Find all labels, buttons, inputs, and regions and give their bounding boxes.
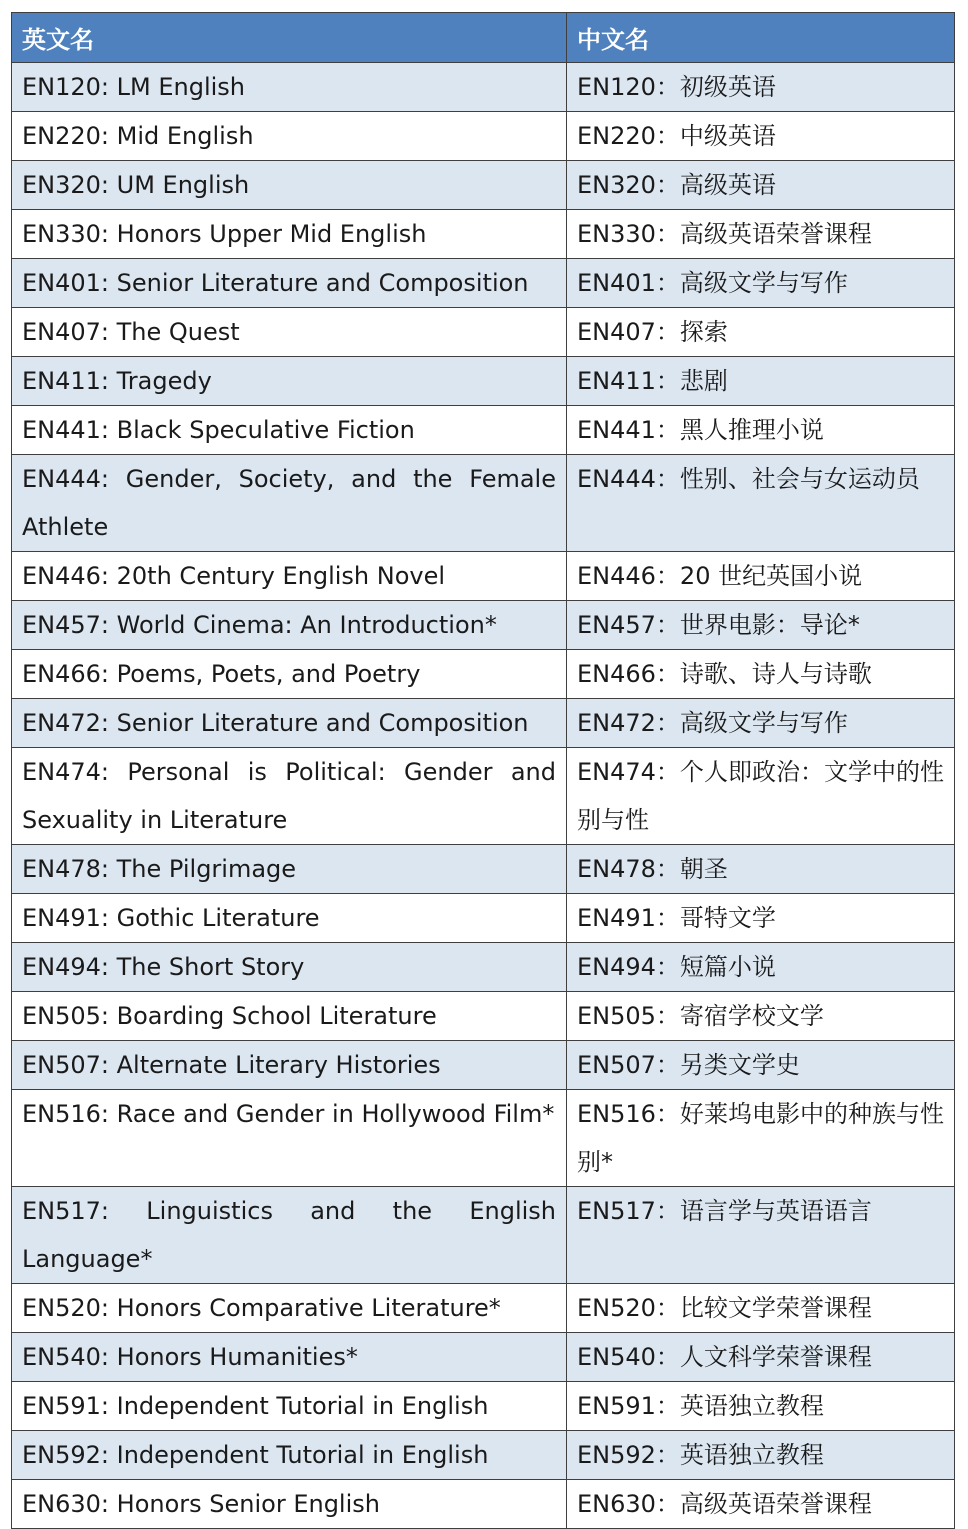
cell-chinese-name: EN478：朝圣 (567, 845, 955, 894)
cell-chinese-name: EN330：高级英语荣誉课程 (567, 210, 955, 259)
cell-chinese-name: EN516：好莱坞电影中的种族与性别* (567, 1090, 955, 1187)
cell-english-name: EN591: Independent Tutorial in English (12, 1382, 567, 1431)
course-table-container (11, 12, 954, 1529)
table-row (12, 894, 955, 943)
cell-chinese-name: EN401：高级文学与写作 (567, 259, 955, 308)
table-row (12, 845, 955, 894)
cell-english-name: EN630: Honors Senior English (12, 1480, 567, 1529)
table-row (12, 406, 955, 455)
cell-english-name: EN507: Alternate Literary Histories (12, 1041, 567, 1090)
table-row (12, 63, 955, 112)
table-row (12, 1187, 955, 1284)
table-row (12, 699, 955, 748)
table-row (12, 1382, 955, 1431)
table-row (12, 1480, 955, 1529)
cell-english-name: EN220: Mid English (12, 112, 567, 161)
cell-english-name: EN457: World Cinema: An Introduction* (12, 601, 567, 650)
cell-english-name: EN474: Personal is Political: Gender and Sexuality in Literature (12, 748, 567, 845)
cell-english-name: EN472: Senior Literature and Composition (12, 699, 567, 748)
cell-chinese-name: EN507：另类文学史 (567, 1041, 955, 1090)
cell-english-name: EN478: The Pilgrimage (12, 845, 567, 894)
table-body (12, 63, 955, 1529)
cell-chinese-name: EN220：中级英语 (567, 112, 955, 161)
cell-english-name: EN407: The Quest (12, 308, 567, 357)
cell-chinese-name: EN407：探索 (567, 308, 955, 357)
cell-chinese-name: EN474：个人即政治：文学中的性别与性 (567, 748, 955, 845)
cell-english-name: EN411: Tragedy (12, 357, 567, 406)
table-row (12, 1284, 955, 1333)
table-row (12, 1090, 955, 1187)
cell-english-name: EN441: Black Speculative Fiction (12, 406, 567, 455)
cell-chinese-name: EN472：高级文学与写作 (567, 699, 955, 748)
table-row (12, 552, 955, 601)
cell-english-name: EN517: Linguistics and the English Language* (12, 1187, 567, 1284)
cell-chinese-name: EN592：英语独立教程 (567, 1431, 955, 1480)
table-row (12, 161, 955, 210)
table-row (12, 650, 955, 699)
cell-chinese-name: EN520：比较文学荣誉课程 (567, 1284, 955, 1333)
cell-chinese-name: EN120：初级英语 (567, 63, 955, 112)
cell-english-name: EN120: LM English (12, 63, 567, 112)
table-row (12, 210, 955, 259)
cell-english-name: EN494: The Short Story (12, 943, 567, 992)
cell-chinese-name: EN411：悲剧 (567, 357, 955, 406)
cell-english-name: EN320: UM English (12, 161, 567, 210)
table-row (12, 1333, 955, 1382)
cell-chinese-name: EN446：20 世纪英国小说 (567, 552, 955, 601)
cell-chinese-name: EN320：高级英语 (567, 161, 955, 210)
table-row (12, 1041, 955, 1090)
table-row (12, 455, 955, 552)
cell-english-name: EN516: Race and Gender in Hollywood Film* (12, 1090, 567, 1187)
cell-english-name: EN466: Poems, Poets, and Poetry (12, 650, 567, 699)
header-english-name: 英文名 (12, 13, 567, 63)
cell-english-name: EN444: Gender, Society, and the Female Athlete (12, 455, 567, 552)
table-row (12, 1431, 955, 1480)
cell-chinese-name: EN491：哥特文学 (567, 894, 955, 943)
table-row (12, 357, 955, 406)
cell-english-name: EN491: Gothic Literature (12, 894, 567, 943)
cell-english-name: EN592: Independent Tutorial in English (12, 1431, 567, 1480)
cell-english-name: EN505: Boarding School Literature (12, 992, 567, 1041)
table-row (12, 748, 955, 845)
cell-chinese-name: EN457：世界电影：导论* (567, 601, 955, 650)
cell-english-name: EN446: 20th Century English Novel (12, 552, 567, 601)
cell-chinese-name: EN517：语言学与英语语言 (567, 1187, 955, 1284)
cell-chinese-name: EN441：黑人推理小说 (567, 406, 955, 455)
table-row (12, 308, 955, 357)
cell-chinese-name: EN494：短篇小说 (567, 943, 955, 992)
course-name-table (11, 12, 955, 1529)
table-row (12, 992, 955, 1041)
header-chinese-name: 中文名 (567, 13, 955, 63)
cell-chinese-name: EN630：高级英语荣誉课程 (567, 1480, 955, 1529)
table-header-row (12, 13, 955, 63)
cell-chinese-name: EN505：寄宿学校文学 (567, 992, 955, 1041)
table-row (12, 112, 955, 161)
table-row (12, 601, 955, 650)
cell-english-name: EN401: Senior Literature and Composition (12, 259, 567, 308)
cell-chinese-name: EN591：英语独立教程 (567, 1382, 955, 1431)
cell-chinese-name: EN444：性别、社会与女运动员 (567, 455, 955, 552)
cell-english-name: EN330: Honors Upper Mid English (12, 210, 567, 259)
cell-english-name: EN540: Honors Humanities* (12, 1333, 567, 1382)
cell-chinese-name: EN540：人文科学荣誉课程 (567, 1333, 955, 1382)
cell-chinese-name: EN466：诗歌、诗人与诗歌 (567, 650, 955, 699)
table-row (12, 943, 955, 992)
table-row (12, 259, 955, 308)
cell-english-name: EN520: Honors Comparative Literature* (12, 1284, 567, 1333)
